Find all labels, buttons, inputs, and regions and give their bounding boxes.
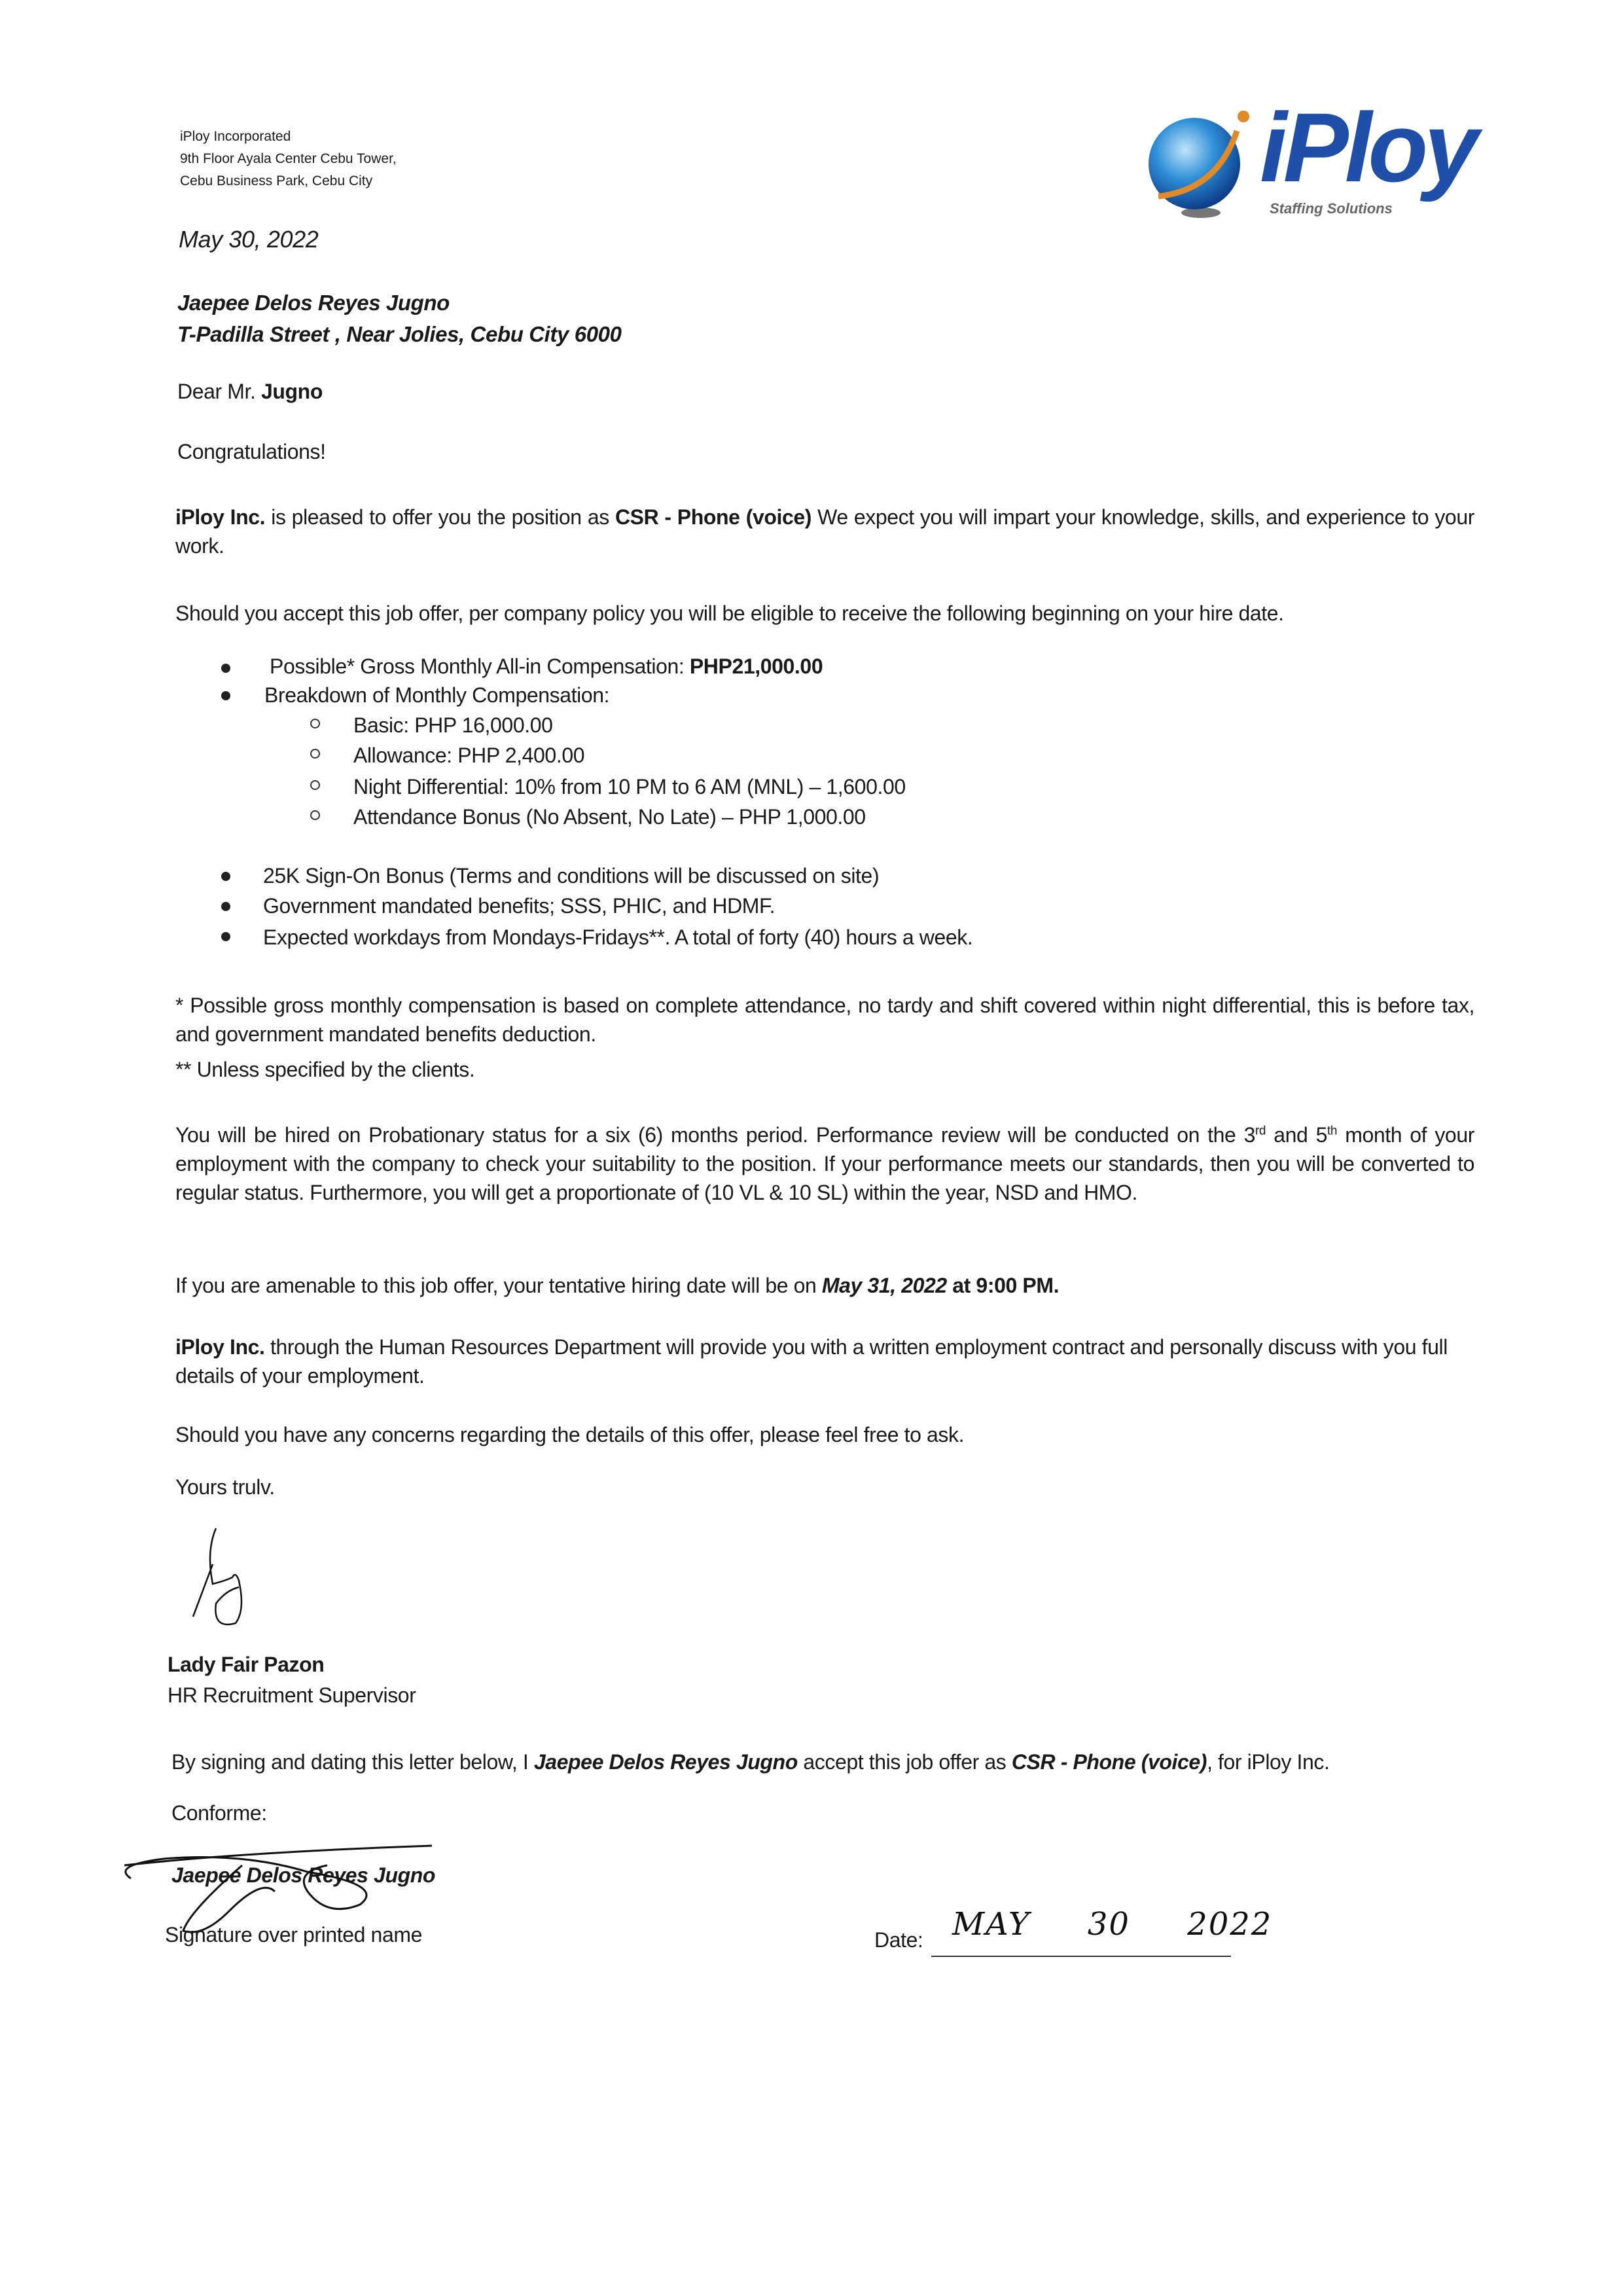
text: If you are amenable to this job offer, your tentative hiring date will be on [175, 1274, 822, 1297]
text: , for iPloy Inc. [1207, 1750, 1330, 1774]
text: is pleased to offer you the position as [265, 505, 615, 529]
company-address [180, 126, 397, 192]
superscript: rd [1255, 1124, 1266, 1138]
acceptor-name: Jaepee Delos Reyes Jugno [533, 1750, 798, 1774]
date-line [931, 1956, 1231, 1957]
eligibility-paragraph: Should you accept this job offer, per company policy you will be eligible to receive the following beginning on your hire date. [175, 601, 1284, 625]
sub-bullet-icon [310, 749, 320, 759]
breakdown-night-differential: Night Differential: 10% from 10 PM to 6 AM (MNL) – 1,600.00 [353, 775, 906, 798]
compensation-value: PHP21,000.00 [689, 655, 823, 678]
text: Possible* Gross Monthly All-in Compensation: [270, 655, 690, 678]
bullet-icon [221, 664, 230, 673]
superscript: th [1327, 1124, 1338, 1138]
salutation [177, 380, 323, 404]
date-label: Date: [874, 1928, 923, 1952]
salutation-surname: Jugno [260, 380, 323, 403]
company-logo [1145, 92, 1475, 223]
logo-wordmark: iPloy [1260, 92, 1475, 202]
recipient-address: T-Padilla Street , Near Jolies, Cebu City 6000 [177, 322, 622, 346]
company-name: iPloy Incorporated [180, 129, 291, 144]
company-name-bold: iPloy Inc. [175, 1335, 265, 1359]
greeting: Congratulations! [177, 440, 326, 463]
signatory-title: HR Recruitment Supervisor [168, 1683, 416, 1707]
footnote-compensation: * Possible gross monthly compensation is based on complete attendance, no tardy and shift covered within night differential, this is before tax, and government mandated benefits deduction. [175, 994, 1474, 1046]
text: accept this job offer as [797, 1750, 1012, 1774]
breakdown-allowance: Allowance: PHP 2,400.00 [353, 744, 585, 767]
benefit-workdays: Expected workdays from Mondays-Fridays**. A total of forty (40) hours a week. [263, 925, 973, 949]
footnote-clients: ** Unless specified by the clients. [175, 1058, 475, 1081]
contract-paragraph [175, 1333, 1474, 1390]
text: We expect you will impart your knowledge, skills, and experience to your work. [175, 505, 1474, 558]
bullet-icon [221, 691, 230, 700]
probation-paragraph [175, 1121, 1474, 1207]
company-address-line: 9th Floor Ayala Center Cebu Tower, [180, 151, 397, 166]
offer-paragraph [175, 503, 1474, 560]
text: By signing and dating this letter below, I [171, 1750, 534, 1774]
bullet-icon [221, 932, 230, 941]
bullet-icon [221, 872, 230, 881]
hiring-time: at 9:00 PM. [946, 1274, 1060, 1297]
signatory-name: Lady Fair Pazon [168, 1653, 325, 1676]
sub-bullet-icon [310, 719, 320, 728]
sub-bullet-icon [310, 780, 320, 790]
benefit-gross-compensation [270, 652, 823, 681]
recipient-name: Jaepee Delos Reyes Jugno [177, 291, 450, 315]
company-address-line: Cebu Business Park, Cebu City [180, 173, 373, 188]
position-bold: CSR - Phone (voice) [1011, 1750, 1207, 1774]
breakdown-attendance-bonus: Attendance Bonus (No Absent, No Late) – PHP 1,000.00 [353, 805, 866, 829]
logo-tagline: Staffing Solutions [1270, 200, 1393, 217]
benefit-sign-on-bonus: 25K Sign-On Bonus (Terms and conditions will be discussed on site) [263, 864, 880, 888]
bullet-icon [221, 902, 230, 911]
sub-bullet-icon [310, 810, 320, 820]
concerns-paragraph: Should you have any concerns regarding the details of this offer, please feel free to ask. [175, 1423, 965, 1446]
conforme-printed-name: Jaepee Delos Reyes Jugno [171, 1863, 436, 1887]
text: month of your employment with the company to check your suitability to the position. If your performance meets our standards, then you will be converted to regular status. Furthermore, you will get a proportionate of (10 VL & 10 SL) within the year, NSD and HMO. [175, 1123, 1474, 1204]
hiring-date-paragraph [175, 1271, 1474, 1300]
benefit-government: Government mandated benefits; SSS, PHIC, and HDMF. [263, 894, 776, 918]
text: You will be hired on Probationary status for a six (6) months period. Performance review will be conducted on the 3 [175, 1123, 1255, 1147]
benefit-breakdown-label: Breakdown of Monthly Compensation: [264, 683, 610, 707]
hiring-date: May 31, 2022 [821, 1274, 947, 1297]
company-name-bold: iPloy Inc. [175, 505, 266, 529]
handwritten-date: MAY 30 2022 [952, 1906, 1273, 1943]
salutation-prefix: Dear Mr. [177, 380, 261, 403]
globe-icon [1145, 105, 1257, 223]
acceptance-paragraph [171, 1748, 1471, 1776]
letter-date: May 30, 2022 [179, 226, 319, 253]
hr-signature [187, 1525, 291, 1636]
position-bold: CSR - Phone (voice) [615, 505, 812, 529]
closing: Yours trulv. [175, 1475, 275, 1499]
breakdown-basic: Basic: PHP 16,000.00 [353, 713, 553, 737]
text: and 5 [1266, 1123, 1327, 1147]
signature-caption: Signature over printed name [165, 1923, 422, 1946]
text: through the Human Resources Department will provide you with a written employment contract and personally discuss with you full details of your employment. [175, 1335, 1448, 1388]
conforme-label: Conforme: [171, 1801, 267, 1825]
